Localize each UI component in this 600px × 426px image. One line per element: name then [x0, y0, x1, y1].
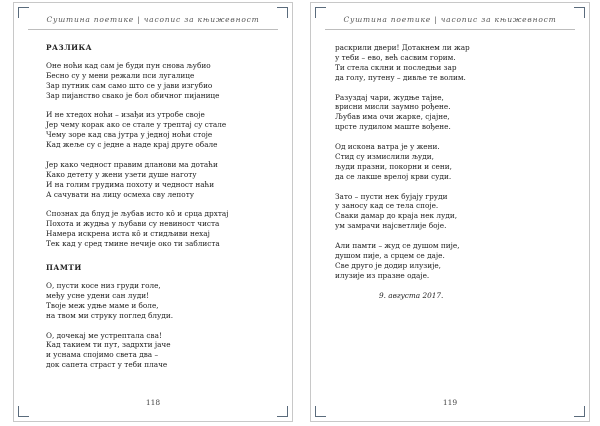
stanza	[335, 43, 573, 83]
verse-line: Кад жеље су с једне а наде крај друге обале	[46, 140, 218, 150]
header-rule	[325, 29, 575, 30]
header-rule	[28, 29, 278, 30]
verse-line: Ти стела склни и последњи зар	[335, 62, 457, 72]
verse-line: Јер чему корак ако се стале у трептај су стале	[46, 120, 227, 130]
poem-title: РАЗЛИКА	[46, 43, 93, 52]
verse-line: Како детету у жени узети душе наготу	[46, 169, 197, 179]
verse-line: у теби – ево, већ сасвим горим.	[335, 52, 456, 62]
stanza	[46, 110, 276, 150]
verse-line: О, пусти косе низ груди голе,	[46, 280, 161, 290]
corner-ornament	[277, 406, 288, 417]
verse-line: Намера искрена иста кô и стидљиви нехај	[46, 229, 210, 239]
stanza	[46, 209, 276, 249]
verse-line: Оне ноћи кад сам је буди пун снова љубио	[46, 60, 211, 70]
stanza	[46, 160, 276, 200]
verse-line: Све друго је додир илузије,	[335, 260, 441, 270]
verse-line: док сапета страст у теби плаче	[46, 360, 168, 370]
page-number: 119	[442, 398, 458, 407]
verse-line: Твоје меж удње маме и боле,	[46, 300, 159, 310]
verse-line: Спознах да блуд је љубав исто кô и срца дрхтај	[46, 209, 229, 219]
verse-line: Разуздај чари, жудње тајне,	[335, 92, 444, 102]
running-header: Суштина поетике | часопис за књижевност	[343, 15, 557, 24]
verse-line: раскрили двери! Дотакнем ли жар	[335, 43, 470, 52]
page-number: 118	[145, 398, 161, 407]
verse-line: Зар пијанство свако је бол обичног пијанице	[46, 90, 220, 100]
poem-date: 9. августа 2017.	[379, 290, 444, 300]
verse-line: Чему зоре кад сва јутра у једној ноћи стоје	[46, 130, 213, 140]
stanza	[46, 281, 276, 321]
verse-line: врисни мисли заумно рођене.	[335, 102, 451, 112]
right-page-content	[335, 43, 573, 300]
corner-ornament	[315, 406, 326, 417]
left-page-content	[46, 43, 276, 380]
verse-line: Сваки дамар до краја нек луди,	[335, 211, 458, 221]
verse-line: И на голим грудима похоту и чедност наћи	[46, 179, 215, 189]
verse-line: Али памти – жуд се душом пије,	[335, 241, 460, 251]
verse-line: црсте лудилом маште вођене.	[335, 122, 451, 132]
verse-line: Од искона ватра је у жени.	[335, 142, 440, 152]
verse-line: Похота и жудња у љубави су невиност чиста	[46, 219, 220, 229]
verse-line: душом пије, а срцем се даје.	[335, 250, 445, 260]
stanza	[46, 331, 276, 371]
verse-line: О, дочекај ме устрептала сва!	[46, 330, 162, 340]
verse-line: и уснама спојимо света два –	[46, 350, 159, 360]
verse-line: да голу, путену – дивље те волим.	[335, 72, 466, 82]
verse-line: илузије из празне одаје.	[335, 270, 430, 280]
stanza	[335, 142, 573, 182]
corner-ornament	[574, 406, 585, 417]
stanza	[46, 61, 276, 101]
verse-line: Кад такием ти пут, задрхти јаче	[46, 340, 171, 350]
verse-line: Зар путник сам само што се у јави изгубио	[46, 80, 213, 90]
verse-line: Јер како чедност правим дланови ма дотаћи	[46, 159, 218, 169]
left-page	[13, 2, 293, 422]
right-page	[310, 2, 590, 422]
verse-line: људи празни, покорни и сени,	[335, 161, 452, 171]
verse-line: И не хтедох ноћи – изађи из утробе своје	[46, 110, 205, 120]
verse-line: А сачувати на лицу осмеха сву лепоту	[46, 189, 195, 199]
verse-line: у заносу кад се тела споје.	[335, 201, 439, 211]
verse-line: међу усне удени сан луди!	[46, 290, 150, 300]
poem-title: ПАМТИ	[46, 263, 82, 273]
verse-line: Зато – пусти нек бујају груди	[335, 191, 448, 201]
running-header: Суштина поетике | часопис за књижевност	[46, 15, 260, 24]
stanza	[335, 241, 573, 281]
verse-line: ум замрачи најсветлије боје.	[335, 221, 447, 231]
verse-line: Љубав има очи жарке, сјајне,	[335, 112, 450, 122]
stanza	[335, 93, 573, 133]
stanza	[335, 192, 573, 232]
verse-line: Тек кад у сред тмине нечије око ти заблиста	[46, 239, 220, 249]
verse-line: на твом ми струку поглед блуди.	[46, 310, 174, 320]
verse-line: да се лакше врелој крви суди.	[335, 171, 452, 181]
verse-line: Бесно су у мени режали пси лугалице	[46, 70, 195, 80]
verse-line: Стид су измислили људи,	[335, 151, 434, 161]
corner-ornament	[18, 406, 29, 417]
